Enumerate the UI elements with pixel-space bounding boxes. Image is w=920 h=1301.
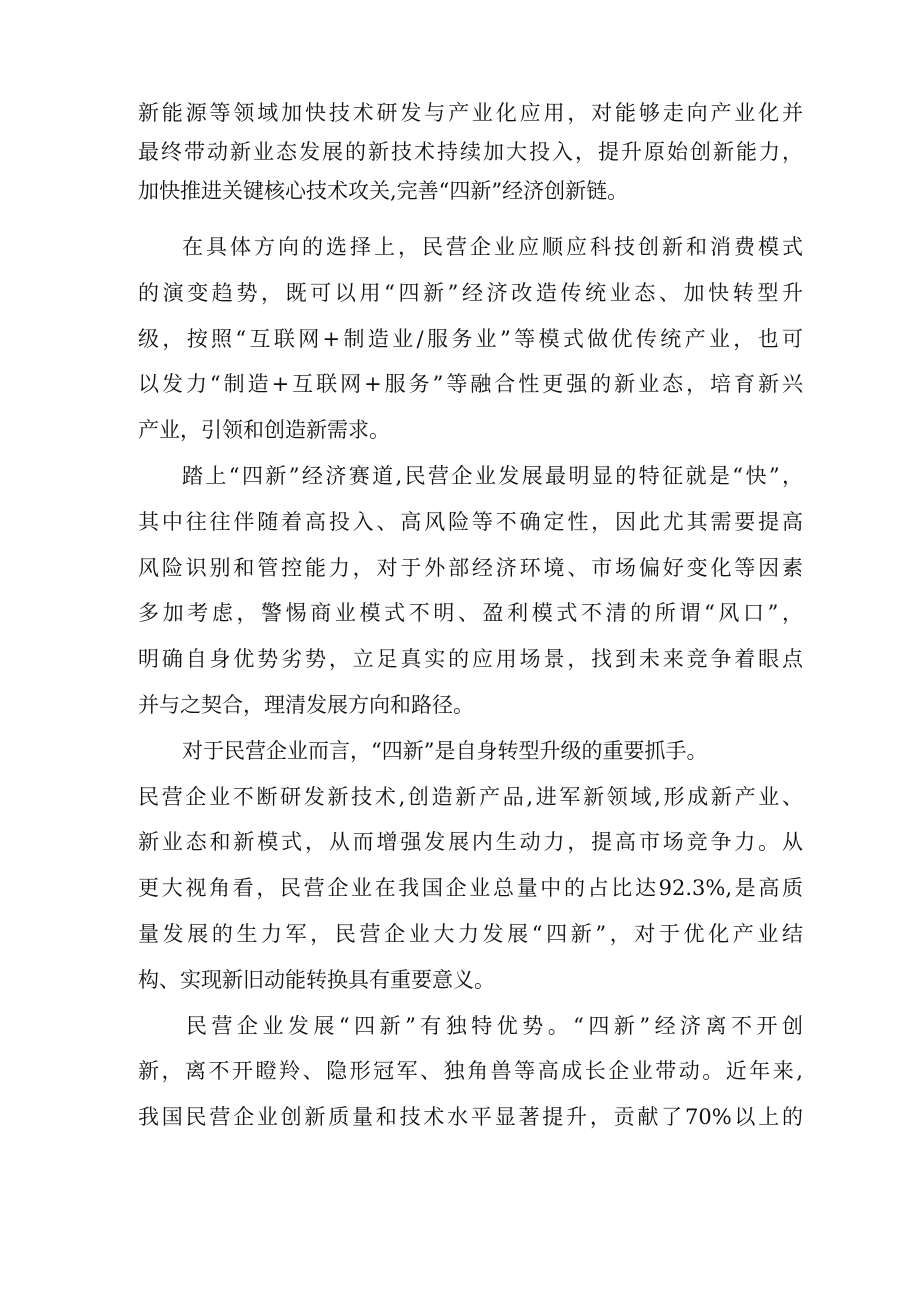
text-line: 我国民营企业创新质量和技术水平显著提升，贡献了70%以上的 [138, 1105, 803, 1130]
text-line: 更大视角看，民营企业在我国企业总量中的占比达92.3%,是高质 [138, 876, 803, 901]
paragraph-first-line: 在具体方向的选择上，民营企业应顺应科技创新和消费模式 [182, 235, 803, 259]
text-line: 加快推进关键核心技术攻关,完善“四新”经济创新链。 [138, 179, 629, 203]
paragraph-first-line: 对于民营企业而言，“四新”是自身转型升级的重要抓手。 [182, 738, 708, 763]
text-line: 的演变趋势，既可以用“四新”经济改造传统业态、加快转型升 [138, 280, 803, 305]
text-line: 风险识别和管控能力，对于外部经济环境、市场偏好变化等因素 [138, 555, 803, 580]
text-line: 量发展的生力军，民营企业大力发展“四新”，对于优化产业结 [138, 921, 803, 946]
paragraph-first-line: 民营企业发展“四新”有独特优势。“四新”经济离不开创 [186, 1013, 803, 1038]
text-line: 产业，引领和创造新需求。 [138, 418, 390, 443]
text-line: 级，按照“互联网+制造业/服务业”等模式做优传统产业，也可 [138, 326, 803, 351]
text-line: 新业态和新模式，从而增强发展内生动力，提高市场竞争力。从 [138, 830, 803, 855]
text-line: 最终带动新业态发展的新技术持续加大投入，提升原始创新能力， [138, 140, 803, 164]
text-line: 构、实现新旧动能转换具有重要意义。 [138, 967, 495, 992]
text-line: 明确自身优势劣势，立足真实的应用场景，找到未来竞争着眼点 [138, 647, 803, 672]
text-line: 新能源等领域加快技术研发与产业化应用，对能够走向产业化并 [138, 101, 803, 125]
text-line: 多加考虑，警惕商业模式不明、盈利模式不清的所谓“风口”， [138, 601, 803, 626]
paragraph-first-line: 踏上“四新”经济赛道,民营企业发展最明显的特征就是“快”， [182, 463, 803, 488]
text-line: 并与之契合，理清发展方向和路径。 [138, 692, 474, 717]
text-line: 以发力“制造+互联网+服务”等融合性更强的新业态，培育新兴 [138, 372, 803, 397]
text-line: 民营企业不断研发新技术,创造新产品,进军新领域,形成新产业、 [138, 784, 803, 809]
text-line: 新，离不开瞪羚、隐形冠军、独角兽等高成长企业带动。近年来, [138, 1059, 803, 1084]
text-line: 其中往往伴随着高投入、高风险等不确定性，因此尤其需要提高 [138, 509, 803, 534]
body-text [138, 94, 803, 1141]
